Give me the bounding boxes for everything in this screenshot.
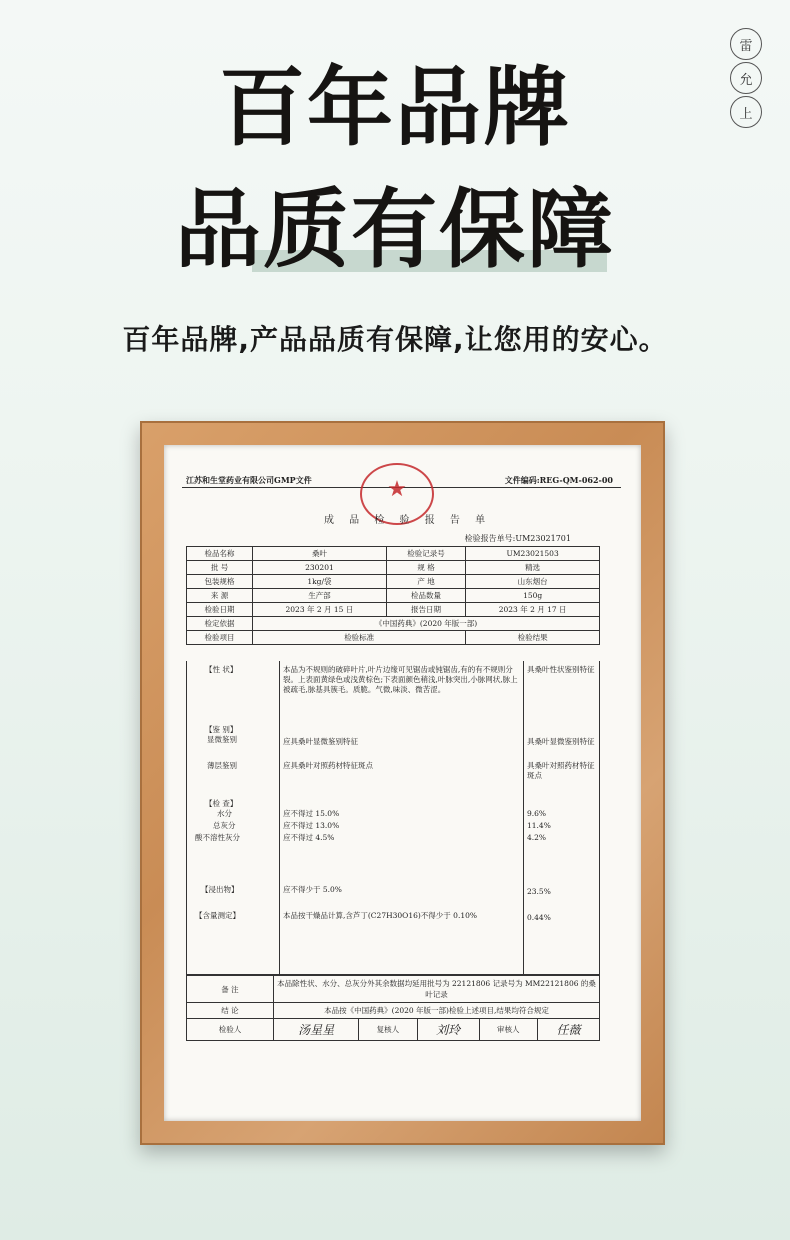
cell: 检验日期 [187, 603, 253, 617]
report-title: 成 品 检 验 报 告 单 [324, 515, 492, 526]
table-row [187, 617, 600, 631]
cell: 生产部 [253, 589, 387, 603]
reviewer-signature: 刘玲 [417, 1019, 479, 1041]
water-std: 应不得过 15.0% [283, 809, 340, 818]
cell: 报告日期 [386, 603, 466, 617]
micro-label: 显微鉴别 [207, 735, 237, 744]
cell: 检验结果 [466, 631, 600, 645]
cell: 精选 [466, 561, 600, 575]
table-row [187, 575, 600, 589]
ash-label: 总灰分 [213, 821, 236, 830]
check-label: 【检 查】 [205, 799, 238, 808]
info-table [186, 546, 600, 645]
cell: 检品数量 [386, 589, 466, 603]
cell: 检品名称 [187, 547, 253, 561]
headline-line1: 百年品牌 [219, 57, 571, 158]
stamp-star-icon: ★ [387, 477, 407, 502]
cell: 检验项目 [187, 631, 253, 645]
cell: 包装规格 [187, 575, 253, 589]
auditor-signature: 任薇 [538, 1019, 600, 1041]
cell: 批 号 [187, 561, 253, 575]
remark-label: 备 注 [187, 976, 274, 1003]
cell: 1kg/袋 [253, 575, 387, 589]
remark-text: 本品除性状、水分、总灰分外其余数据均延用批号为 22121806 记录号为 MM22121806 的桑叶记录 [274, 976, 600, 1003]
cell: 《中国药典》(2020 年版一部) [253, 617, 600, 631]
tlc-label: 薄层鉴别 [207, 761, 237, 770]
micro-result: 具桑叶显微鉴别特征 [527, 737, 595, 746]
conclusion-text: 本品按《中国药典》(2020 年版一部)检验上述项目,结果均符合规定 [274, 1003, 600, 1019]
extract-result: 23.5% [527, 887, 551, 896]
table-row [187, 1019, 600, 1041]
cell: 山东烟台 [466, 575, 600, 589]
cell: UM23021503 [466, 547, 600, 561]
company-header: 江苏和生堂药业有限公司GMP文件 [186, 475, 312, 485]
cell: 规 格 [386, 561, 466, 575]
table-row [187, 561, 600, 575]
report-number: 检验报告单号:UM23021701 [464, 534, 571, 543]
seal-char: 上 [730, 96, 762, 128]
assay-std: 本品按干燥品计算,含芦丁(C27H30O16)不得少于 0.10% [283, 911, 478, 920]
inspector-signature: 汤星星 [274, 1019, 359, 1041]
conclusion-table [186, 975, 600, 1041]
inspection-report [174, 453, 631, 1113]
ash-std: 应不得过 13.0% [283, 821, 340, 830]
table-row [187, 631, 600, 645]
auditor-label: 审核人 [479, 1019, 538, 1041]
seal-char: 允 [730, 62, 762, 94]
table-row [187, 547, 600, 561]
certificate-mat [164, 445, 641, 1121]
extract-label: 【浸出物】 [201, 885, 239, 894]
divider [279, 661, 280, 974]
acid-result: 4.2% [527, 833, 547, 842]
cell: 来 源 [187, 589, 253, 603]
table-row [187, 603, 600, 617]
ash-result: 11.4% [527, 821, 551, 830]
cell: 桑叶 [253, 547, 387, 561]
char-result: 具桑叶性状鉴别特征 [527, 665, 595, 674]
assay-label: 【含量测定】 [195, 911, 240, 920]
table-row [187, 589, 600, 603]
assay-result: 0.44% [527, 913, 551, 922]
cell: 2023 年 2 月 17 日 [466, 603, 600, 617]
seal-char: 雷 [730, 28, 762, 60]
cell: 检定依据 [187, 617, 253, 631]
cell: 230201 [253, 561, 387, 575]
cell: 检验记录号 [386, 547, 466, 561]
tlc-std: 应具桑叶对照药材特征斑点 [283, 761, 373, 770]
cell: 产 地 [386, 575, 466, 589]
table-row [187, 976, 600, 1003]
cell: 检验标准 [253, 631, 466, 645]
test-items-body [186, 661, 600, 975]
extract-std: 应不得少于 5.0% [283, 885, 342, 894]
ident-label: 【鉴 别】 [205, 725, 238, 734]
water-label: 水分 [217, 809, 232, 818]
cell: 150g [466, 589, 600, 603]
water-result: 9.6% [527, 809, 547, 818]
char-std: 本品为不规则的破碎叶片,叶片边缘可见锯齿或钝锯齿,有的有不规则分裂。上表面黄绿色或浅黄棕色;下表面颜色稍浅,叶脉突出,小脉网状,脉上被疏毛,脉基具簇毛。质脆。气微,味淡、微苦涩。 [283, 665, 518, 694]
micro-std: 应具桑叶显微鉴别特征 [283, 737, 358, 746]
acid-label: 酸不溶性灰分 [195, 833, 240, 842]
table-row [187, 1003, 600, 1019]
reviewer-label: 复核人 [359, 1019, 418, 1041]
certificate-frame [140, 421, 665, 1145]
cell: 2023 年 2 月 15 日 [253, 603, 387, 617]
char-label: 【性 状】 [205, 665, 238, 674]
inspector-label: 检验人 [187, 1019, 274, 1041]
divider [523, 661, 524, 974]
headline-line2: 品质有保障 [175, 179, 615, 280]
subtitle: 百年品牌,产品品质有保障,让您用的安心。 [122, 323, 668, 356]
acid-std: 应不得过 4.5% [283, 833, 335, 842]
conclusion-label: 结 论 [187, 1003, 274, 1019]
tlc-result: 具桑叶对照药材特征斑点 [527, 761, 595, 780]
file-number: 文件编码:REG-QM-062-00 [504, 475, 613, 485]
